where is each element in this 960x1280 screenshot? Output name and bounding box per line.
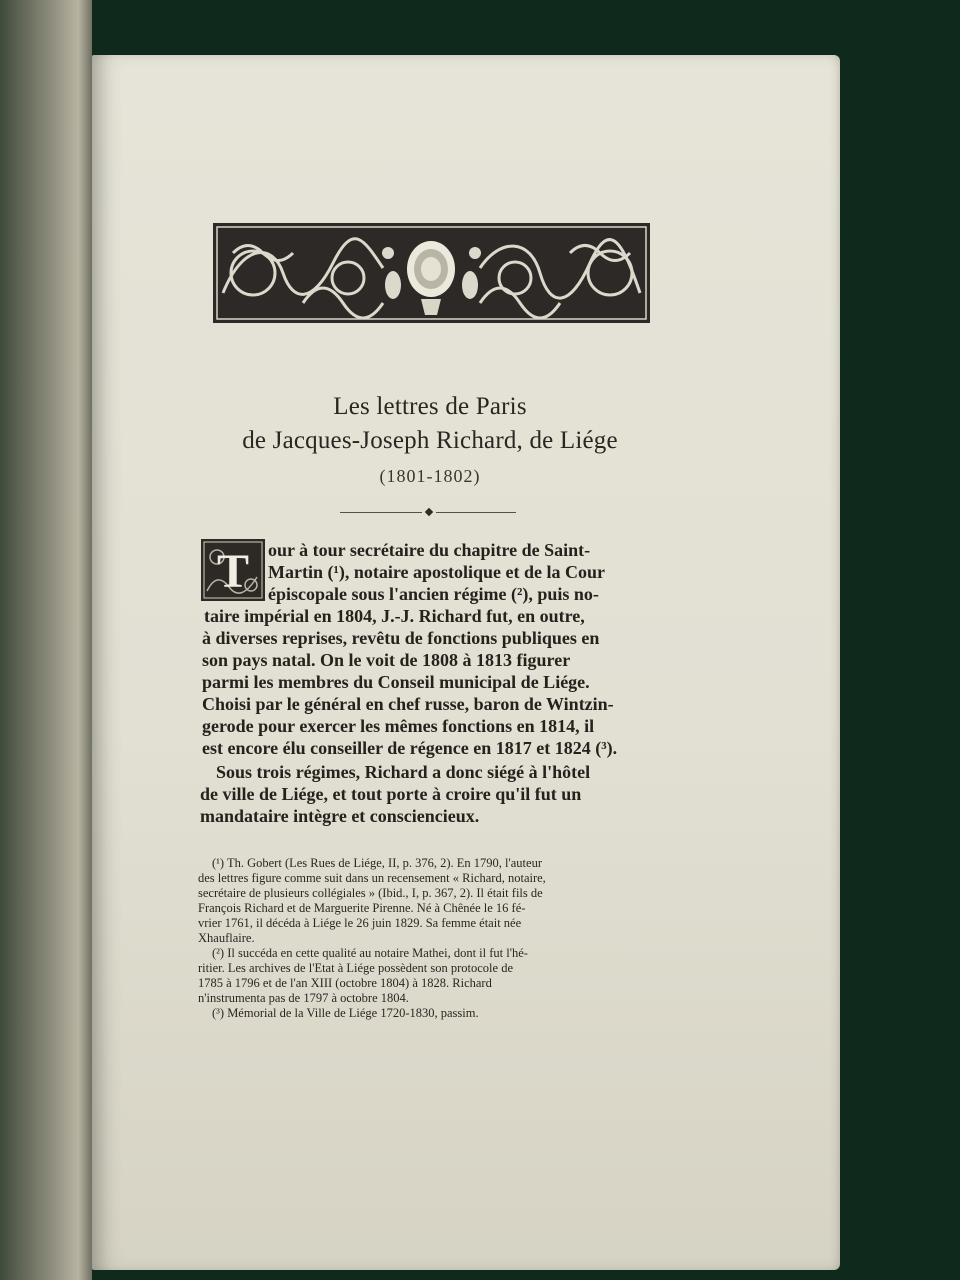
footnote-line: vrier 1761, il décéda à Liége le 26 juin 1829. Sa femme était née — [198, 916, 522, 930]
article-title-line-2: de Jacques-Joseph Richard, de Liége — [242, 427, 618, 454]
body-line: est encore élu conseiller de régence en 1817 et 1824 (³). — [202, 738, 618, 758]
footnote-line: (³) Mémorial de la Ville de Liége 1720-1830, passim. — [212, 1006, 479, 1020]
body-line: à diverses reprises, revêtu de fonctions publiques en — [202, 628, 600, 648]
body-line: épiscopale sous l'ancien régime (²), puis no- — [268, 584, 599, 604]
body-line: Sous trois régimes, Richard a donc siégé à l'hôtel — [216, 762, 591, 782]
footnote-line: secrétaire de plusieurs collégiales » (Ibid., I, p. 367, 2). Il était fils de — [198, 886, 543, 900]
footnote-line: 1785 à 1796 et de l'an XIII (octobre 1804) à 1828. Richard — [198, 976, 492, 990]
body-line: son pays natal. On le voit de 1808 à 1813 figurer — [202, 650, 571, 670]
body-line: Choisi par le général en chef russe, baron de Wintzin- — [202, 694, 614, 714]
footnote-line: (¹) Th. Gobert (Les Rues de Liége, II, p. 376, 2). En 1790, l'auteur — [212, 856, 542, 870]
footnote-line: ritier. Les archives de l'Etat à Liége possèdent son protocole de — [198, 961, 513, 975]
body-line: mandataire intègre et consciencieux. — [200, 806, 480, 826]
title-rule-right — [436, 512, 516, 513]
body-line: our à tour secrétaire du chapitre de Saint- — [268, 540, 591, 560]
body-line: gerode pour exercer les mêmes fonctions en 1814, il — [202, 716, 595, 736]
body-line: Martin (¹), notaire apostolique et de la Cour — [268, 562, 606, 582]
article-dates: (1801-1802) — [379, 466, 481, 486]
footnote-line: n'instrumenta pas de 1797 à octobre 1804. — [198, 991, 409, 1005]
body-line: taire impérial en 1804, J.-J. Richard fut, en outre, — [204, 606, 585, 626]
ornamental-headpiece-icon — [213, 223, 650, 323]
body-line: parmi les membres du Conseil municipal de Liége. — [202, 672, 590, 692]
facing-page-edge — [0, 0, 92, 1280]
footnote-line: des lettres figure comme suit dans un recensement « Richard, notaire, — [198, 871, 546, 885]
footnote-line: François Richard et de Marguerite Pirenne. Né à Chênée le 16 fé- — [198, 901, 526, 915]
drop-cap — [201, 539, 265, 601]
footnote-line: Xhauflaire. — [198, 931, 255, 945]
article-title-line-1: Les lettres de Paris — [333, 393, 527, 420]
title-rule-left — [340, 512, 422, 513]
footnote-line: (²) Il succéda en cette qualité au notaire Mathei, dont il fut l'hé- — [212, 946, 528, 960]
body-line: de ville de Liége, et tout porte à croire qu'il fut un — [200, 784, 582, 804]
drop-cap-letter: T — [216, 545, 250, 598]
